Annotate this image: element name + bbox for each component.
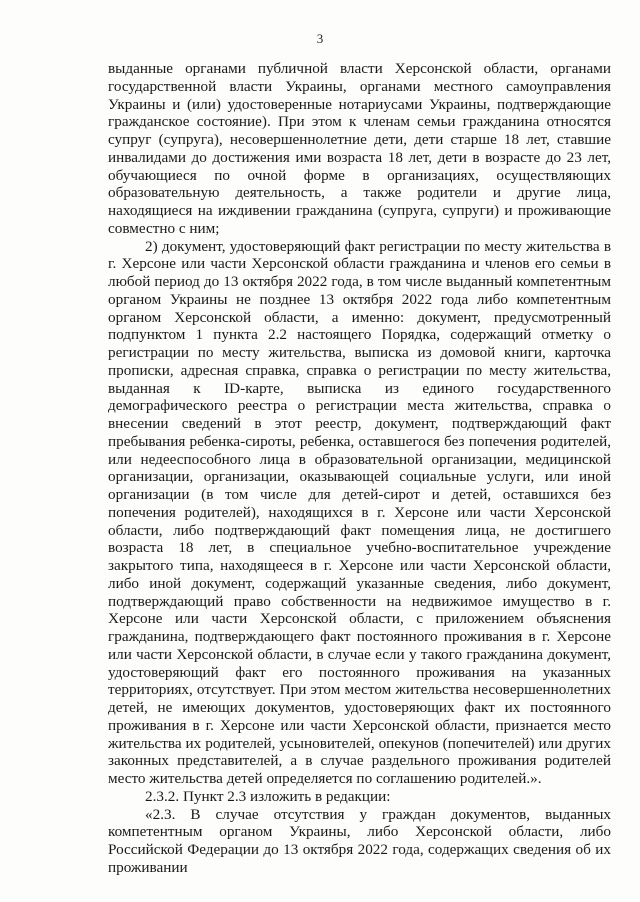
paragraph-registration-document: 2) документ, удостоверяющий факт регистрации по месту жительства в г. Херсоне или части Херсонской области гражданина и членов его семьи в любой период до 13 октября 2022 года, в том числе выданный компетентным органом Украины не позднее 13 октября 2022 года либо компетентным органом Херсонской области, а именно: документ, предусмотренный подпунктом 1 пункта 2.2 настоящего Порядка, содержащий отметку о регистрации по месту жительства, выписка из домовой книги, карточка прописки, адресная справка, справка о регистрации по месту жительства, выданная к ID-карте, выписка из единого государственного демографического реестра о регистрации места жительства, справка о внесении сведений в этот реестр, документ, подтверждающий факт пребывания ребенка-сироты, ребенка, оставшегося без попечения родителей, или недееспособного лица в образовательной организации, медицинской организации, организации, оказывающей социальные услуги, или иной организации (в том числе для детей-сирот и детей, оставшихся без попечения родителей), находящихся в г. Херсоне или части Херсонской области, либо подтверждающий факт помещения лица, не достигшего возраста 18 лет, в специальное учебно-воспитательное учреждение закрытого типа, находящееся в г. Херсоне или части Херсонской области, либо иной документ, содержащий указанные сведения, либо документ, подтверждающий право собственности на недвижимое имущество в г. Херсоне или части Херсонской области, с приложением объяснения гражданина, подтверждающего факт постоянного проживания в г. Херсоне или части Херсонской области, в случае если у такого гражданина документ, удостоверяющий факт его постоянного проживания на указанных территориях, отсутствует. При этом местом жительства несовершеннолетних детей, не имеющих документов, удостоверяющих факт их постоянного проживания в г. Херсоне или части Херсонской области, признается место жительства их родителей, усыновителей, опекунов (попечителей) или других законных представителей, а в случае раздельного проживания родителей место жительства детей определяется по соглашению родителей.». — [108, 237, 611, 787]
paragraph-clause-2-3: «2.3. В случае отсутствия у граждан документов, выданных компетентным органом Украины, либо Херсонской области, либо Российской Федерации до 13 октября 2022 года, содержащих сведения об их проживании — [108, 805, 611, 876]
document-body — [108, 60, 611, 877]
page-number: 3 — [316, 31, 324, 46]
paragraph-clause-2-3-2: 2.3.2. Пункт 2.3 изложить в редакции: — [145, 787, 391, 805]
paragraph-family-members: выданные органами публичной власти Херсонской области, органами государственной власти Украины, органами местного самоуправления Украины и (или) удостоверенные нотариусами Украины, подтверждающие гражданское состояние). При этом к членам семьи гражданина относятся супруг (супруга), несовершеннолетние дети, дети старше 18 лет, ставшие инвалидами до достижения ими возраста 18 лет, дети в возрасте до 23 лет, обучающиеся по очной форме в организациях, осуществляющих образовательную деятельность, а также родители и другие лица, находящиеся на иждивении гражданина (супруга, супруги) и проживающие совместно с ним; — [108, 60, 611, 237]
